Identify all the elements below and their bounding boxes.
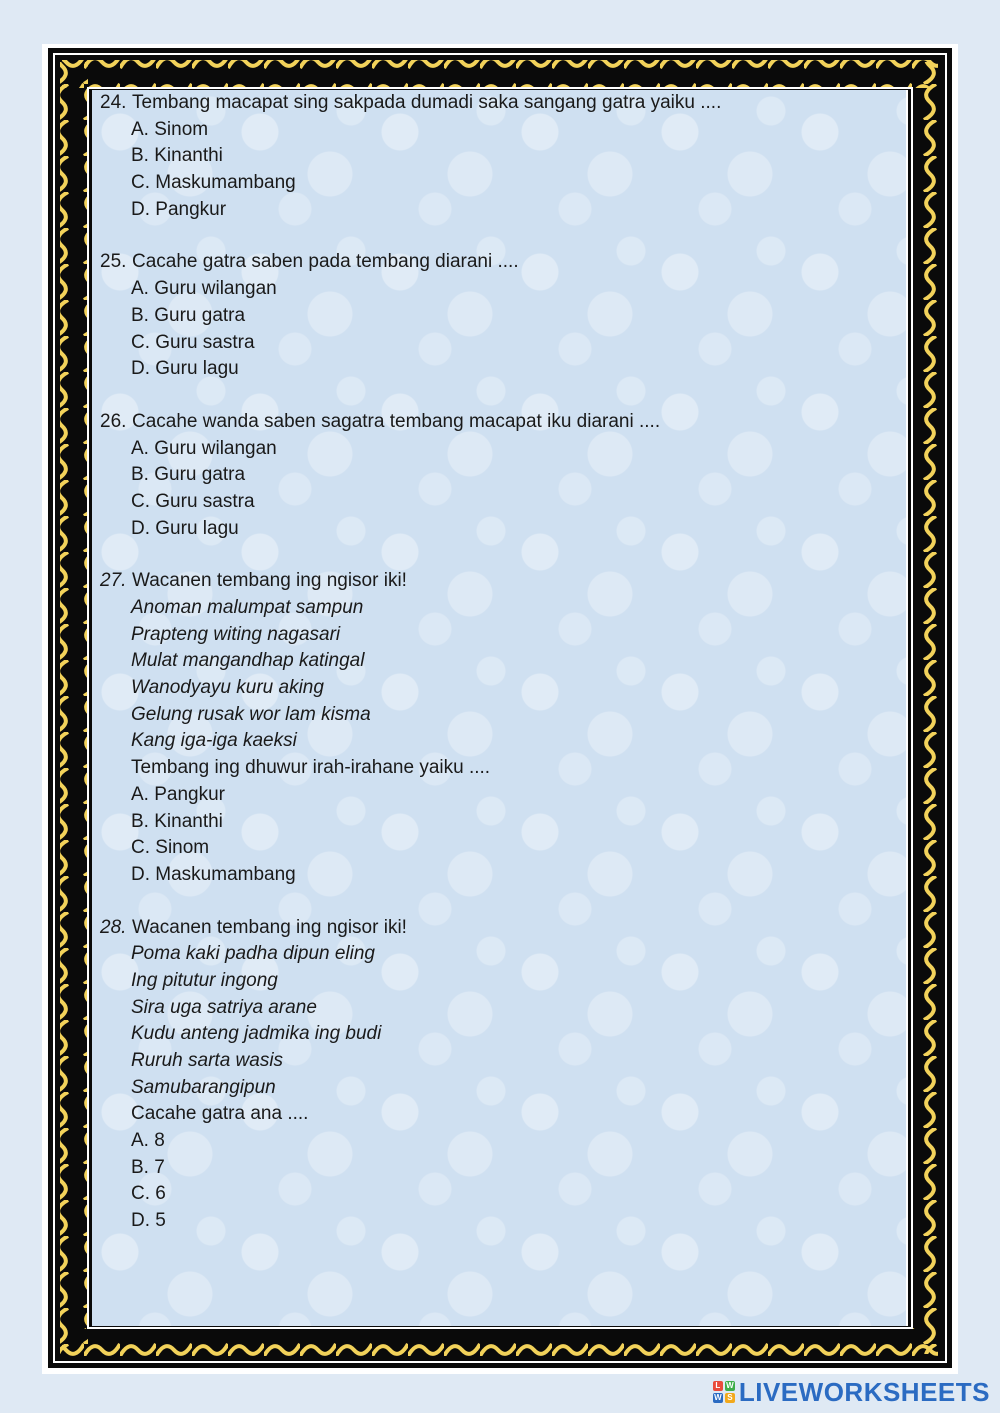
question-prompt: Tembang macapat sing sakpada dumadi saka sangang gatra yaiku ....: [132, 92, 722, 113]
option-b[interactable]: B. Kinanthi: [131, 145, 223, 167]
poem-line: Prapteng witing nagasari: [131, 623, 341, 645]
option-c[interactable]: C. Guru sastra: [131, 331, 255, 353]
poem-line: Kudu anteng jadmika ing budi: [131, 1023, 382, 1045]
question-prompt: Cacahe wanda saben sagatra tembang macapat iku diarani ....: [132, 410, 661, 432]
option-c[interactable]: C. Maskumambang: [131, 172, 296, 194]
option-a[interactable]: A. Pangkur: [131, 783, 225, 805]
sub-question: Tembang ing dhuwur irah-irahane yaiku ....: [131, 757, 491, 779]
question-prompt: Wacanen tembang ing ngisor iki!: [132, 916, 407, 938]
sub-question: Cacahe gatra ana ....: [131, 1103, 309, 1125]
poem-line: Wanodyayu kuru aking: [131, 677, 324, 699]
poem-line: Anoman malumpat sampun: [131, 597, 364, 618]
option-d[interactable]: D. 5: [131, 1210, 166, 1232]
poem-line: Samubarangipun: [131, 1076, 276, 1098]
question-number: 24.: [100, 92, 127, 113]
question-26: [100, 409, 900, 542]
question-prompt: Cacahe gatra saben pada tembang diarani ....: [132, 251, 519, 273]
poem-line: Ing pitutur ingong: [131, 969, 278, 991]
option-b[interactable]: B. Kinanthi: [131, 810, 223, 832]
poem-line: Sira uga satriya arane: [131, 996, 317, 1018]
option-d[interactable]: D. Maskumambang: [131, 863, 296, 885]
question-prompt: Wacanen tembang ing ngisor iki!: [132, 570, 407, 592]
poem-line: Poma kaki padha dipun eling: [131, 943, 376, 965]
option-c[interactable]: C. 6: [131, 1183, 166, 1205]
question-27: [100, 568, 900, 888]
option-d[interactable]: D. Guru lagu: [131, 517, 239, 539]
option-a[interactable]: A. Guru wilangan: [131, 437, 277, 459]
poem-line: Mulat mangandhap katingal: [131, 650, 365, 672]
question-number: 27.: [100, 570, 127, 592]
question-number: 25.: [100, 251, 127, 273]
option-c[interactable]: C. Guru sastra: [131, 490, 255, 512]
option-b[interactable]: B. 7: [131, 1156, 165, 1178]
option-b[interactable]: B. Guru gatra: [131, 464, 246, 486]
question-list: [100, 90, 900, 1261]
brand-name: LIVEWORKSHEETS: [738, 1376, 990, 1407]
option-a[interactable]: A. Sinom: [131, 118, 209, 140]
question-25: [100, 249, 900, 382]
question-28: [100, 915, 900, 1235]
poem-line: Ruruh sarta wasis: [131, 1050, 284, 1071]
liveworksheets-logo-icon: L W W S: [714, 1381, 734, 1402]
poem-line: Gelung rusak wor lam kisma: [131, 703, 371, 725]
poem-line: Kang iga-iga kaeksi: [131, 730, 297, 752]
question-24: [100, 90, 900, 223]
option-c[interactable]: C. Sinom: [131, 837, 210, 859]
option-d[interactable]: D. Guru lagu: [131, 358, 239, 380]
option-a[interactable]: A. Guru wilangan: [131, 278, 277, 300]
question-number: 28.: [100, 916, 127, 938]
option-a[interactable]: A. 8: [131, 1130, 165, 1152]
option-b[interactable]: B. Guru gatra: [131, 304, 246, 326]
option-d[interactable]: D. Pangkur: [131, 198, 227, 220]
liveworksheets-brand[interactable]: [713, 1377, 990, 1407]
question-number: 26.: [100, 410, 127, 432]
